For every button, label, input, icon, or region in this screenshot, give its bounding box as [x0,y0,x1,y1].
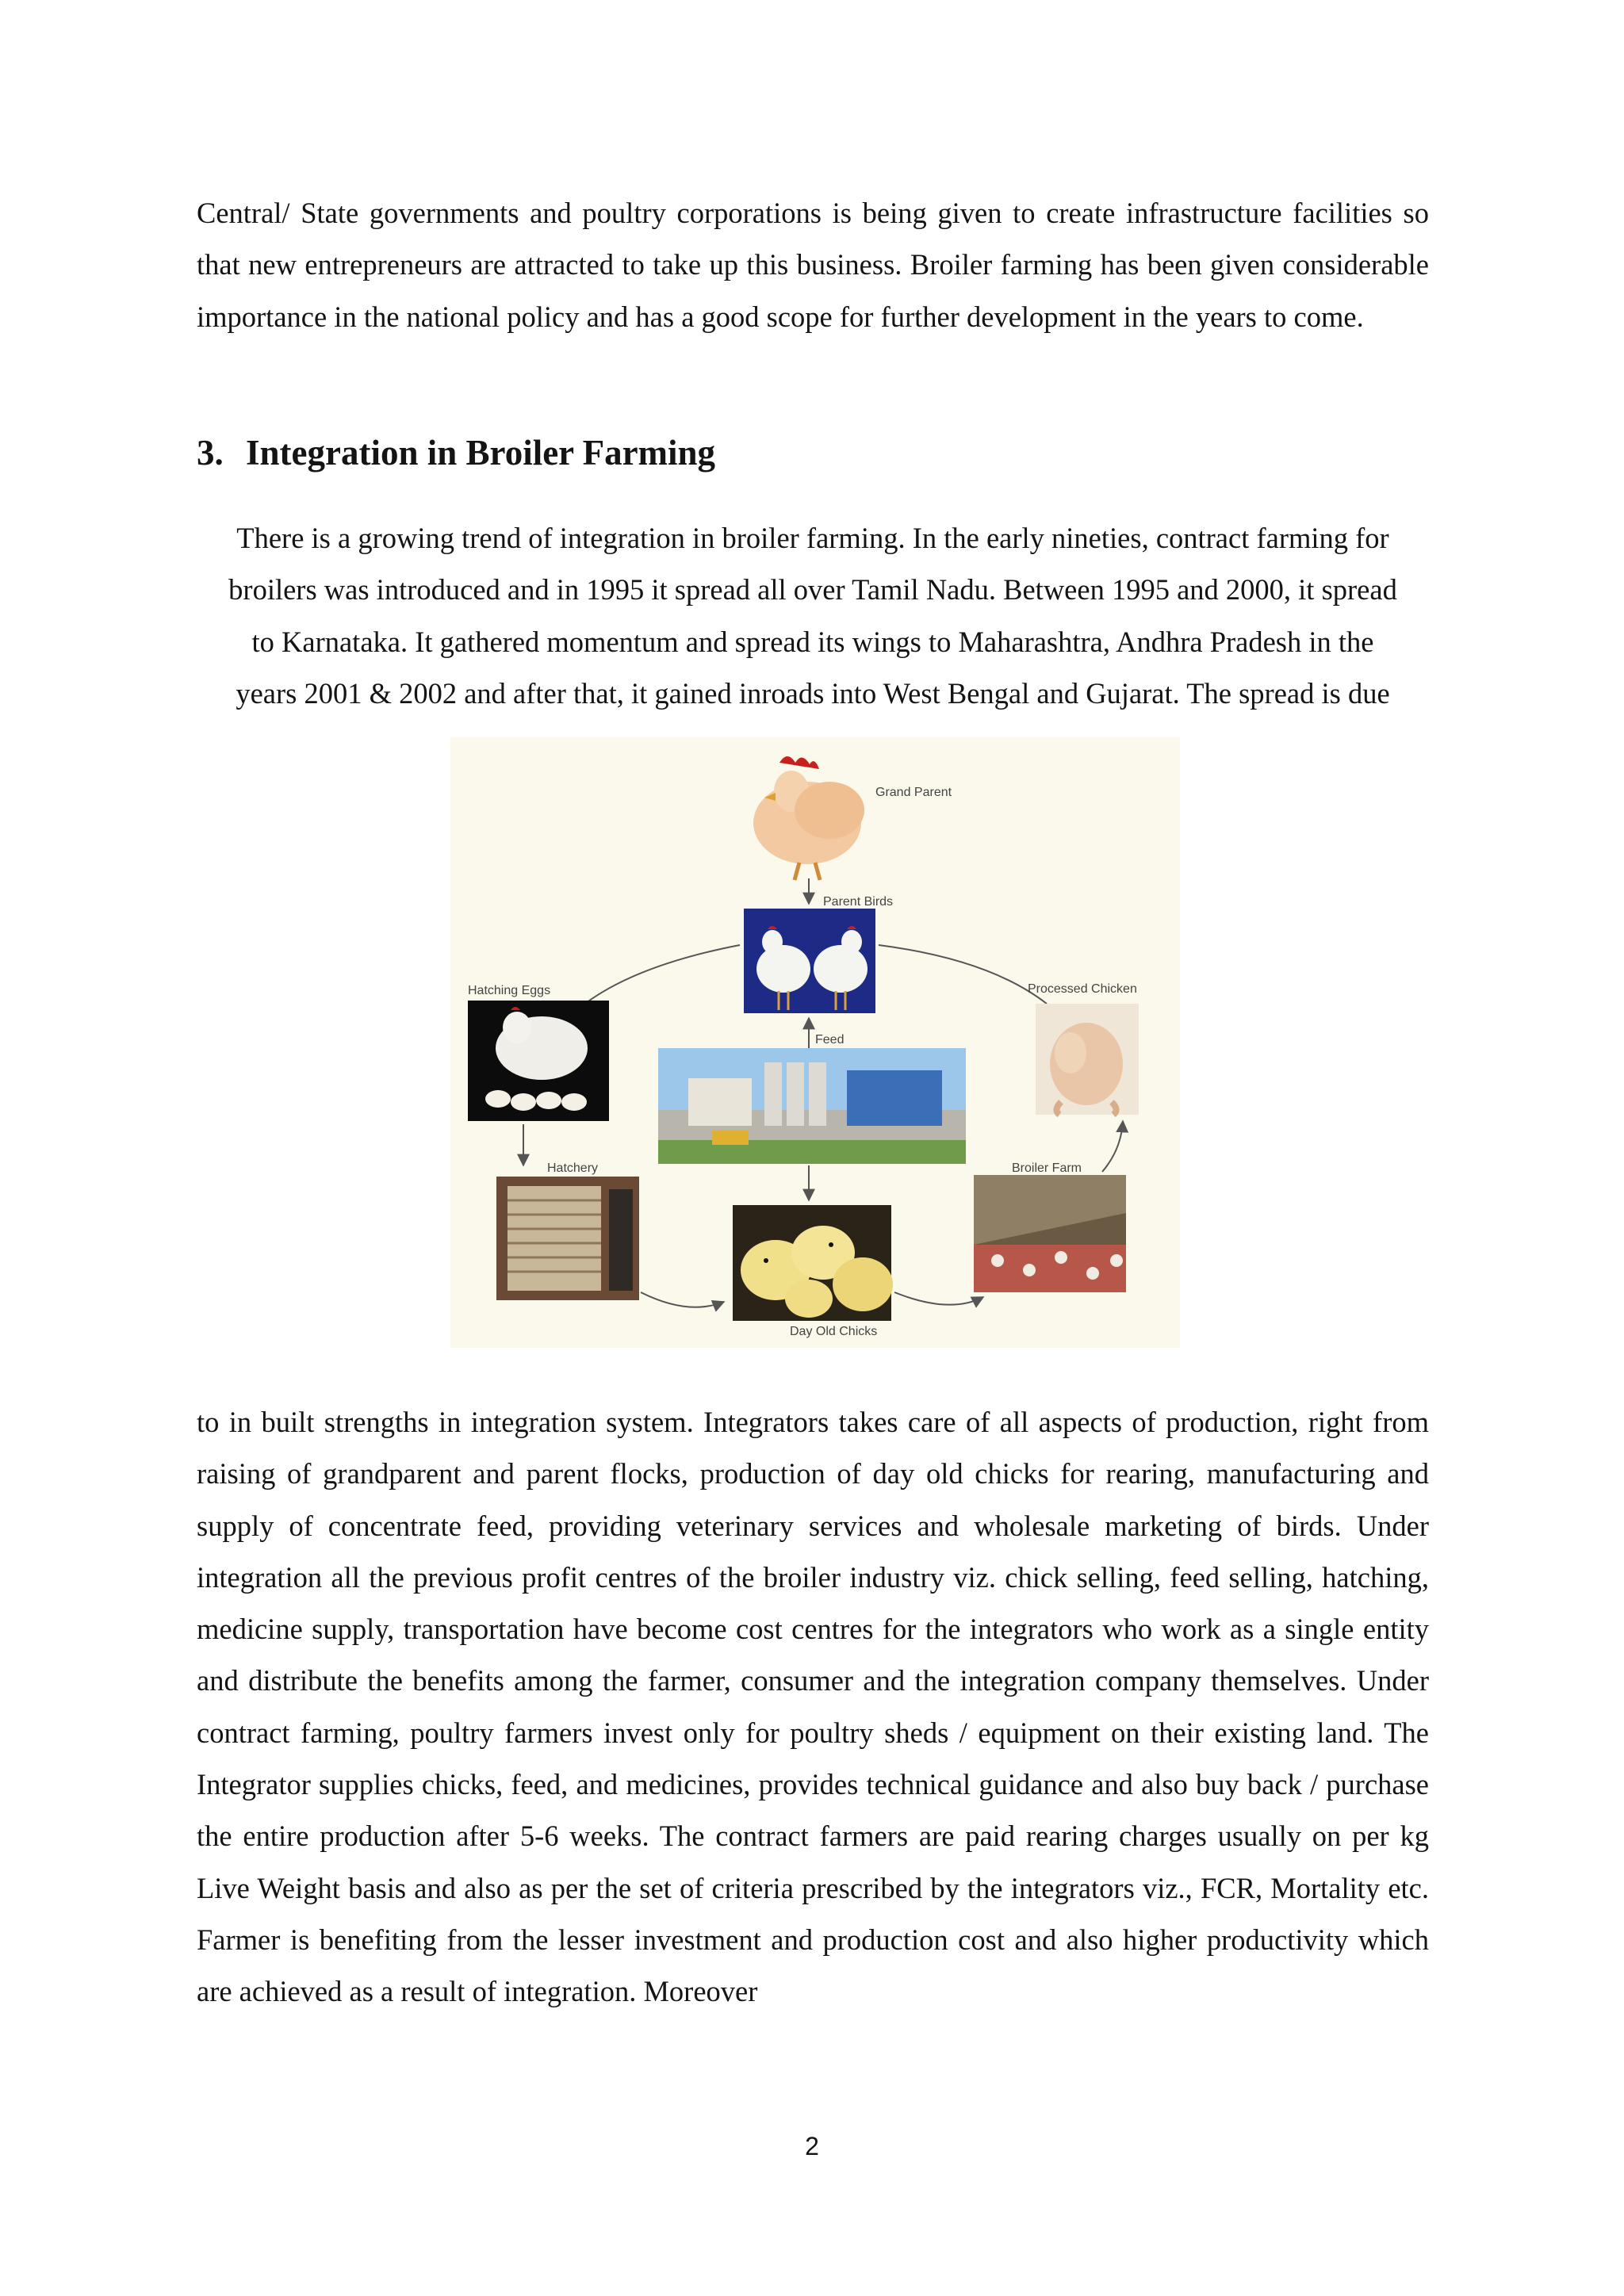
section-intro-line: to Karnataka. It gathered momentum and spread its wings to Maharashtra, Andhra Pradesh in the [251,625,1374,658]
broiler-farm-image [974,1175,1126,1292]
parent-birds-image [744,909,875,1013]
processed-chicken-image [1036,1004,1139,1115]
section-intro-line: years 2001 & 2002 and after that, it gained inroads into West Bengal and Gujarat. The spread is due [236,676,1390,710]
integration-cycle-diagram [450,737,1180,1348]
section-intro-line: broilers was introduced and in 1995 it spread all over Tamil Nadu. Between 1995 and 2000, it spread [228,573,1397,607]
section-title: Integration in Broiler Farming [246,433,716,473]
feed-label: Feed [815,1033,845,1047]
section-intro-line: There is a growing trend of integration in broiler farming. In the early nineties, contract farming for [236,522,1389,554]
intro-paragraph: Central/ State governments and poultry corporations is being given to create infrastructure facilities so that new entrepreneurs are attracted to take up this business. Broiler farming has been given considerable importance in the national policy and has a good scope for further development in the years to come. [197,197,1429,333]
section-intro [159,512,1467,719]
broiler-farm-label: Broiler Farm [1012,1161,1082,1175]
day-old-chicks-image [733,1205,893,1321]
body-paragraph: to in built strengths in integration system. Integrators takes care of all aspects of production, right from raising of grandparent and parent flocks, production of day old chicks for rearing, manufacturing and supply of concentrate feed, providing veterinary services and wholesale marketing of birds. Under integration all the previous profit centres of the broiler industry viz. chick selling, feed selling, hatching, medicine supply, transportation have become cost centres for the integrators who work as a single entity and distribute the benefits among the farmer, consumer and the integration company themselves. Under contract farming, poultry farmers invest only for poultry sheds / equipment on their existing land. The Integrator supplies chicks, feed, and medicines, provides technical guidance and also buy back / purchase the entire production after 5-6 weeks. The contract farmers are paid rearing charges usually on per kg Live Weight basis and also as per the set of criteria prescribed by the integrators viz., FCR, Mortality etc. Farmer is benefiting from the lesser investment and production cost and also higher productivity which are achieved as a result of integration. Moreover [197,1406,1429,2008]
section-heading [197,425,715,480]
section-number: 3. [197,433,224,473]
page-number: 2 [805,2132,819,2160]
hatchery-label: Hatchery [547,1161,599,1175]
grand-parent-label: Grand Parent [875,786,952,799]
feed-mill-image [658,1048,966,1164]
processed-chicken-label: Processed Chicken [1028,982,1137,996]
hatching-eggs-image [468,1001,609,1121]
hatching-eggs-label: Hatching Eggs [468,984,551,997]
parent-birds-label: Parent Birds [823,895,894,909]
day-old-chicks-label: Day Old Chicks [790,1325,878,1338]
hatchery-image [496,1177,639,1300]
